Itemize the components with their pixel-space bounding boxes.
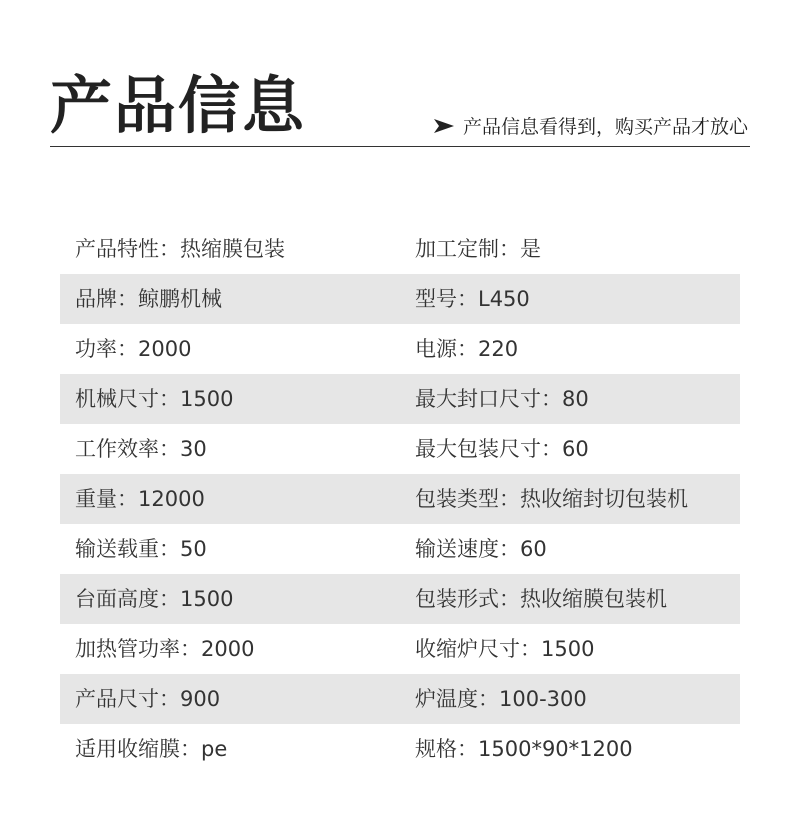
play-arrow-icon [433, 118, 455, 134]
spec-row [60, 324, 740, 374]
spec-left-cell: 工作效率：30 [75, 437, 207, 461]
spec-row [60, 624, 740, 674]
subtitle-text: 产品信息看得到，购买产品才放心 [462, 116, 748, 138]
spec-right-cell: 最大包装尺寸：60 [415, 437, 589, 461]
spec-right-cell: 电源：220 [415, 337, 519, 361]
spec-table [60, 224, 740, 774]
spec-row [60, 674, 740, 724]
spec-right-cell: 规格：1500*90*1200 [415, 737, 633, 761]
spec-left-cell: 输送载重：50 [75, 537, 207, 561]
spec-row [60, 574, 740, 624]
spec-left-cell: 产品特性：热缩膜包装 [75, 237, 285, 261]
spec-right-cell: 输送速度：60 [415, 537, 547, 561]
spec-row [60, 424, 740, 474]
page-title: 产品信息 [50, 69, 307, 142]
spec-right-cell: 包装类型：热收缩封切包装机 [415, 487, 688, 511]
spec-left-cell: 品牌：鲸鹏机械 [75, 287, 222, 311]
spec-right-cell: 包装形式：热收缩膜包装机 [415, 587, 667, 611]
spec-row [60, 524, 740, 574]
spec-left-cell: 产品尺寸：900 [75, 687, 221, 711]
spec-left-cell: 加热管功率：2000 [75, 637, 255, 661]
spec-row [60, 374, 740, 424]
spec-left-cell: 台面高度：1500 [75, 587, 234, 611]
spec-left-cell: 功率：2000 [75, 337, 192, 361]
spec-row [60, 474, 740, 524]
page-header [50, 60, 750, 150]
header-subtitle [433, 112, 748, 139]
spec-right-cell: 加工定制：是 [415, 237, 541, 261]
spec-right-cell: 收缩炉尺寸：1500 [415, 637, 595, 661]
spec-left-cell: 适用收缩膜：pe [75, 737, 228, 761]
spec-row [60, 274, 740, 324]
spec-left-cell: 重量：12000 [75, 487, 205, 511]
spec-left-cell: 机械尺寸：1500 [75, 387, 234, 411]
spec-row [60, 224, 740, 274]
header-divider [50, 146, 750, 147]
spec-right-cell: 最大封口尺寸：80 [415, 387, 589, 411]
spec-right-cell: 炉温度：100-300 [415, 687, 587, 711]
spec-right-cell: 型号：L450 [415, 287, 530, 311]
spec-row [60, 724, 740, 774]
